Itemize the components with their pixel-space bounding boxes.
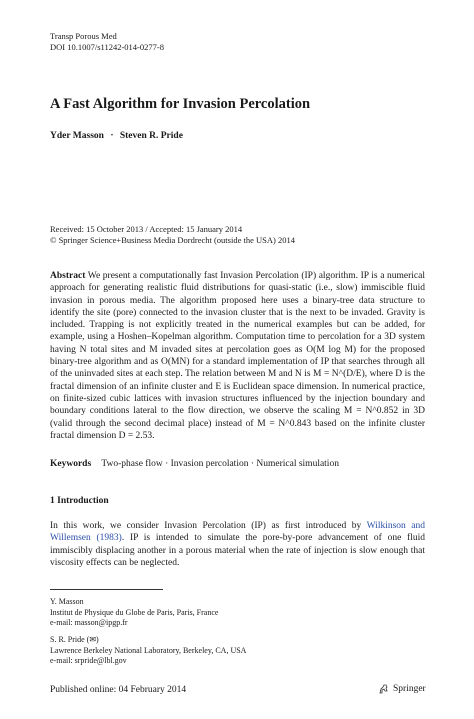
keywords — [50, 459, 339, 469]
author-separator: · — [110, 131, 114, 141]
published-online: Published online: 04 February 2014 — [50, 685, 187, 695]
affiliation-email: e-mail: masson@ipgp.fr — [50, 618, 128, 627]
intro-paragraph — [50, 520, 425, 569]
author-list — [50, 131, 183, 141]
affiliation-institution: Institut de Physique du Globe de Paris, Paris, France — [50, 607, 219, 617]
section-heading: 1 Introduction — [50, 496, 109, 506]
abstract-text: We present a computationally fast Invasion Percolation (IP) algorithm. IP is a numerical approach for generating realistic fluid distributions for quasi-static (i.e., slow) immiscible fluid invasion in porous media. The algorithm proposed here uses a binary-tree data structure to identify the site (pore) connected to the invasion cluster that is the next to be invaded. Gravity is included. Trapping is not explicitly treated in the numerical examples but can be added, for example, using a Hoshen–Kopelman algorithm. Computation time to percolation for a 3D system having N total sites and M invaded sites at percolation goes as O(M log M) for the proposed binary-tree algorithm and as O(MN) for a standard implementation of IP that searches through all of the uninvaded sites at each step. The relation between M and N is M = N^(D/E), where D is the fractal dimension of an infinite cluster and E is Euclidean space dimension. In numerical practice, on finite-sized cubic lattices with invasion structures influenced by the injection boundary and boundary conditions lateral to the flow direction, we observe the scaling M = N^0.852 in 3D (valid through the second decimal place) instead of M = N^0.843 based on the infinite cluster fractal dimension D = 2.53. — [50, 271, 425, 441]
citation-link[interactable]: Wilkinson and Willemsen (1983) — [50, 521, 425, 544]
affiliation-block — [50, 597, 218, 629]
footnote-rule — [50, 589, 163, 590]
author-name: Yder Masson — [50, 131, 104, 141]
author-name: Steven R. Pride — [119, 131, 183, 141]
affiliation-email: e-mail: srpride@lbl.gov — [50, 656, 127, 665]
affiliation-institution: Lawrence Berkeley National Laboratory, Berkeley, CA, USA — [50, 645, 247, 655]
intro-text: . IP is intended to simulate the pore-by-pore advancement of one fluid immiscibly displacing another in a porous material when the rate of injection is slow enough that viscosity effects can be neglected. — [50, 533, 425, 568]
copyright-notice: © Springer Science+Business Media Dordrecht (outside the USA) 2014 — [50, 235, 295, 245]
journal-name: Transp Porous Med — [50, 31, 117, 41]
affiliation-name: Y. Masson — [50, 597, 84, 606]
publisher-name: Springer — [393, 684, 426, 694]
springer-horse-icon — [378, 683, 390, 695]
intro-text: In this work, we consider Invasion Percolation (IP) as first introduced by — [50, 521, 367, 531]
received-accepted: Received: 15 October 2013 / Accepted: 15 January 2014 — [50, 224, 243, 234]
abstract-heading: Abstract — [50, 271, 86, 281]
journal-header — [50, 31, 164, 53]
keywords-heading: Keywords — [50, 459, 92, 469]
abstract — [50, 270, 425, 442]
article-dates — [50, 224, 295, 246]
affiliation-block — [50, 635, 246, 667]
affiliation-name: S. R. Pride (✉) — [50, 635, 99, 644]
doi: DOI 10.1007/s11242-014-0277-8 — [50, 42, 164, 52]
paper-title: A Fast Algorithm for Invasion Percolation — [50, 96, 311, 112]
publisher-logo — [378, 683, 426, 695]
keywords-text: Two-phase flow · Invasion percolation · Numerical simulation — [101, 459, 339, 469]
